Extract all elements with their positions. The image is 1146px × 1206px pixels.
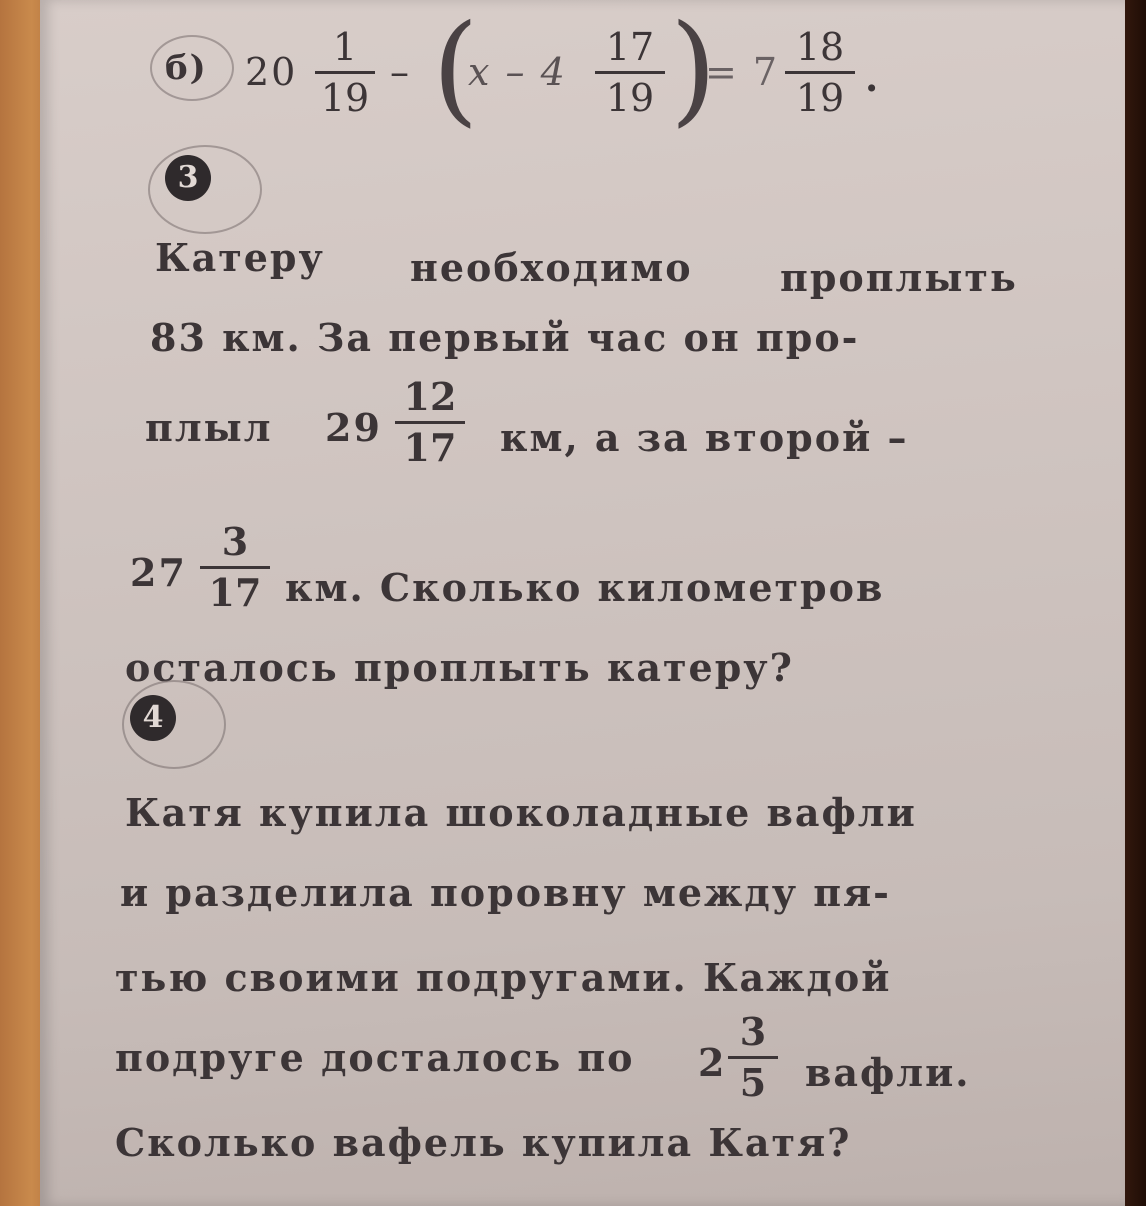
task3-text: плыл [145, 405, 273, 450]
fraction-2 [595, 25, 665, 120]
minus-sign: – [390, 50, 411, 94]
whole-number: 20 [245, 50, 298, 94]
task3-text: км, а за второй – [500, 415, 909, 460]
fraction-bar [728, 1056, 778, 1059]
task-b-label: б) [165, 48, 208, 88]
equals-seven: = 7 [705, 50, 780, 94]
numerator: 1 [332, 25, 358, 69]
left-parenthesis: ( [432, 0, 479, 139]
numerator: 12 [403, 374, 457, 419]
mixed-whole: 29 [325, 405, 382, 450]
task3-text: км. Сколько километров [285, 565, 885, 610]
task3-question: осталось проплыть катеру? [125, 645, 794, 690]
fraction-bar [595, 71, 665, 74]
task4-text: вафли. [805, 1050, 971, 1095]
denominator: 19 [795, 76, 845, 120]
denominator: 19 [605, 76, 655, 120]
task-number-badge: 4 [130, 695, 176, 741]
period: . [865, 55, 881, 100]
task4-text: подруге досталось по [115, 1035, 635, 1080]
numerator: 3 [739, 1009, 767, 1054]
denominator: 17 [208, 570, 262, 615]
task3-word: проплыть [780, 255, 1018, 300]
fraction-1 [315, 25, 375, 120]
task4-line: и разделила поровну между пя- [120, 870, 891, 915]
task4-line: Катя купила шоколадные вафли [125, 790, 917, 835]
mixed-fraction [395, 375, 465, 470]
task4-question: Сколько вафель купила Катя? [115, 1120, 852, 1165]
fraction-bar [200, 566, 270, 569]
mixed-whole: 27 [130, 550, 187, 595]
denominator: 19 [320, 76, 370, 120]
numerator: 18 [795, 25, 845, 69]
right-parenthesis: ) [670, 0, 717, 139]
mixed-whole: 2 [698, 1040, 727, 1085]
task4-line: тью своими подругами. Каждой [115, 955, 892, 1000]
fraction-bar [785, 71, 855, 74]
fraction-3 [785, 25, 855, 120]
mixed-fraction [200, 520, 270, 615]
textbook-page [40, 0, 1125, 1206]
variable-expression: x – 4 [468, 50, 567, 94]
numerator: 3 [221, 519, 249, 564]
fraction-bar [315, 71, 375, 74]
denominator: 17 [403, 425, 457, 470]
denominator: 5 [739, 1060, 767, 1105]
task3-word: необходимо [410, 245, 693, 290]
numerator: 17 [605, 25, 655, 69]
task3-word: Катеру [155, 235, 325, 280]
task-number-badge: 3 [165, 155, 211, 201]
fraction-bar [395, 421, 465, 424]
mixed-fraction [728, 1010, 778, 1105]
task3-line: 83 км. За первый час он про- [150, 315, 860, 360]
